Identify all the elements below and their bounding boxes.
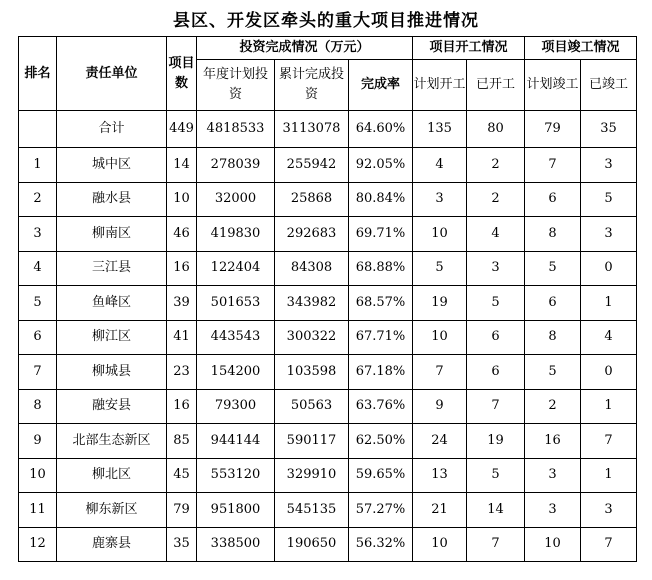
cell-count: 39 xyxy=(167,286,197,321)
cell-unit: 柳东新区 xyxy=(57,493,167,528)
cell-cumulative: 3113078 xyxy=(275,111,349,148)
table-row xyxy=(19,182,637,217)
cell-annual-plan: 553120 xyxy=(197,458,275,493)
cell-finished: 7 xyxy=(581,527,637,562)
cell-plan-start: 135 xyxy=(413,111,467,148)
cell-count: 10 xyxy=(167,182,197,217)
cell-unit: 柳城县 xyxy=(57,355,167,390)
cell-cumulative: 103598 xyxy=(275,355,349,390)
total-row xyxy=(19,111,637,148)
cell-rank: 6 xyxy=(19,320,57,355)
cell-unit: 融安县 xyxy=(57,389,167,424)
cell-plan-finish: 2 xyxy=(525,389,581,424)
cell-rank xyxy=(19,111,57,148)
cell-unit: 柳江区 xyxy=(57,320,167,355)
cell-plan-finish: 8 xyxy=(525,320,581,355)
cell-count: 23 xyxy=(167,355,197,390)
cell-rank: 3 xyxy=(19,217,57,252)
header-row-1 xyxy=(19,37,637,60)
cell-started: 2 xyxy=(467,148,525,183)
cell-annual-plan: 419830 xyxy=(197,217,275,252)
cell-started: 80 xyxy=(467,111,525,148)
table-row xyxy=(19,458,637,493)
table-row xyxy=(19,389,637,424)
cell-rate: 62.50% xyxy=(349,424,413,459)
cell-plan-finish: 5 xyxy=(525,251,581,286)
header-start-group: 项目开工情况 xyxy=(413,37,525,60)
cell-plan-finish: 3 xyxy=(525,493,581,528)
cell-plan-start: 24 xyxy=(413,424,467,459)
table-row xyxy=(19,286,637,321)
cell-annual-plan: 944144 xyxy=(197,424,275,459)
cell-finished: 4 xyxy=(581,320,637,355)
cell-finished: 7 xyxy=(581,424,637,459)
cell-plan-start: 7 xyxy=(413,355,467,390)
cell-rate: 69.71% xyxy=(349,217,413,252)
page-title: 县区、开发区牵头的重大项目推进情况 xyxy=(173,11,479,31)
cell-count: 85 xyxy=(167,424,197,459)
cell-count: 41 xyxy=(167,320,197,355)
cell-count: 45 xyxy=(167,458,197,493)
cell-finished: 1 xyxy=(581,389,637,424)
header-unit: 责任单位 xyxy=(57,37,167,111)
cell-unit: 鹿寨县 xyxy=(57,527,167,562)
cell-finished: 0 xyxy=(581,355,637,390)
table-row xyxy=(19,355,637,390)
header-finished: 已竣工 xyxy=(581,60,637,111)
cell-count: 16 xyxy=(167,251,197,286)
cell-started: 7 xyxy=(467,389,525,424)
cell-cumulative: 545135 xyxy=(275,493,349,528)
cell-rate: 68.88% xyxy=(349,251,413,286)
cell-annual-plan: 501653 xyxy=(197,286,275,321)
cell-plan-finish: 6 xyxy=(525,286,581,321)
header-plan-start: 计划开工 xyxy=(413,60,467,111)
cell-finished: 1 xyxy=(581,286,637,321)
cell-finished: 3 xyxy=(581,493,637,528)
header-annual-plan: 年度计划投资 xyxy=(197,60,275,111)
cell-plan-start: 3 xyxy=(413,182,467,217)
cell-rank: 10 xyxy=(19,458,57,493)
cell-plan-finish: 8 xyxy=(525,217,581,252)
cell-started: 5 xyxy=(467,458,525,493)
cell-unit: 融水县 xyxy=(57,182,167,217)
cell-plan-finish: 7 xyxy=(525,148,581,183)
cell-count: 35 xyxy=(167,527,197,562)
cell-cumulative: 343982 xyxy=(275,286,349,321)
project-table xyxy=(18,36,637,562)
cell-annual-plan: 4818533 xyxy=(197,111,275,148)
cell-rate: 92.05% xyxy=(349,148,413,183)
cell-rate: 57.27% xyxy=(349,493,413,528)
cell-finished: 1 xyxy=(581,458,637,493)
cell-started: 6 xyxy=(467,320,525,355)
cell-count: 14 xyxy=(167,148,197,183)
cell-plan-finish: 3 xyxy=(525,458,581,493)
cell-rate: 59.65% xyxy=(349,458,413,493)
cell-plan-start: 21 xyxy=(413,493,467,528)
header-rate: 完成率 xyxy=(349,60,413,111)
table-row xyxy=(19,493,637,528)
header-started: 已开工 xyxy=(467,60,525,111)
cell-finished: 3 xyxy=(581,217,637,252)
cell-rank: 4 xyxy=(19,251,57,286)
cell-annual-plan: 278039 xyxy=(197,148,275,183)
cell-annual-plan: 443543 xyxy=(197,320,275,355)
cell-count: 449 xyxy=(167,111,197,148)
cell-plan-finish: 16 xyxy=(525,424,581,459)
cell-started: 2 xyxy=(467,182,525,217)
cell-rank: 11 xyxy=(19,493,57,528)
cell-rate: 80.84% xyxy=(349,182,413,217)
cell-plan-finish: 10 xyxy=(525,527,581,562)
table-row xyxy=(19,320,637,355)
header-rank: 排名 xyxy=(19,37,57,111)
cell-cumulative: 190650 xyxy=(275,527,349,562)
cell-cumulative: 292683 xyxy=(275,217,349,252)
cell-plan-finish: 6 xyxy=(525,182,581,217)
header-invest-group: 投资完成情况（万元） xyxy=(197,37,413,60)
cell-rate: 68.57% xyxy=(349,286,413,321)
cell-started: 14 xyxy=(467,493,525,528)
cell-finished: 35 xyxy=(581,111,637,148)
header-count: 项目数 xyxy=(167,37,197,111)
cell-cumulative: 50563 xyxy=(275,389,349,424)
cell-plan-start: 4 xyxy=(413,148,467,183)
cell-rank: 1 xyxy=(19,148,57,183)
cell-annual-plan: 122404 xyxy=(197,251,275,286)
cell-unit: 柳北区 xyxy=(57,458,167,493)
cell-rank: 8 xyxy=(19,389,57,424)
cell-started: 5 xyxy=(467,286,525,321)
cell-cumulative: 255942 xyxy=(275,148,349,183)
cell-plan-start: 5 xyxy=(413,251,467,286)
cell-cumulative: 25868 xyxy=(275,182,349,217)
cell-rank: 9 xyxy=(19,424,57,459)
cell-annual-plan: 79300 xyxy=(197,389,275,424)
cell-annual-plan: 338500 xyxy=(197,527,275,562)
cell-plan-start: 10 xyxy=(413,320,467,355)
cell-plan-start: 10 xyxy=(413,217,467,252)
cell-count: 79 xyxy=(167,493,197,528)
cell-rate: 64.60% xyxy=(349,111,413,148)
cell-rate: 67.18% xyxy=(349,355,413,390)
header-cumulative: 累计完成投资 xyxy=(275,60,349,111)
cell-annual-plan: 154200 xyxy=(197,355,275,390)
cell-plan-start: 13 xyxy=(413,458,467,493)
cell-cumulative: 329910 xyxy=(275,458,349,493)
header-plan-finish: 计划竣工 xyxy=(525,60,581,111)
cell-cumulative: 84308 xyxy=(275,251,349,286)
cell-started: 19 xyxy=(467,424,525,459)
cell-plan-finish: 5 xyxy=(525,355,581,390)
table-row xyxy=(19,217,637,252)
cell-rate: 63.76% xyxy=(349,389,413,424)
table-row xyxy=(19,251,637,286)
cell-finished: 5 xyxy=(581,182,637,217)
cell-plan-finish: 79 xyxy=(525,111,581,148)
cell-rate: 67.71% xyxy=(349,320,413,355)
cell-started: 7 xyxy=(467,527,525,562)
cell-unit: 三江县 xyxy=(57,251,167,286)
cell-unit: 鱼峰区 xyxy=(57,286,167,321)
table-row xyxy=(19,527,637,562)
cell-rate: 56.32% xyxy=(349,527,413,562)
table-row xyxy=(19,424,637,459)
cell-unit: 北部生态新区 xyxy=(57,424,167,459)
cell-rank: 5 xyxy=(19,286,57,321)
cell-rank: 2 xyxy=(19,182,57,217)
cell-started: 6 xyxy=(467,355,525,390)
cell-plan-start: 10 xyxy=(413,527,467,562)
cell-started: 4 xyxy=(467,217,525,252)
cell-started: 3 xyxy=(467,251,525,286)
cell-annual-plan: 32000 xyxy=(197,182,275,217)
cell-plan-start: 9 xyxy=(413,389,467,424)
cell-finished: 3 xyxy=(581,148,637,183)
cell-finished: 0 xyxy=(581,251,637,286)
cell-rank: 12 xyxy=(19,527,57,562)
cell-cumulative: 300322 xyxy=(275,320,349,355)
cell-plan-start: 19 xyxy=(413,286,467,321)
cell-count: 46 xyxy=(167,217,197,252)
cell-unit: 合计 xyxy=(57,111,167,148)
cell-unit: 城中区 xyxy=(57,148,167,183)
cell-cumulative: 590117 xyxy=(275,424,349,459)
cell-count: 16 xyxy=(167,389,197,424)
cell-annual-plan: 951800 xyxy=(197,493,275,528)
table-row xyxy=(19,148,637,183)
header-finish-group: 项目竣工情况 xyxy=(525,37,637,60)
cell-rank: 7 xyxy=(19,355,57,390)
cell-unit: 柳南区 xyxy=(57,217,167,252)
